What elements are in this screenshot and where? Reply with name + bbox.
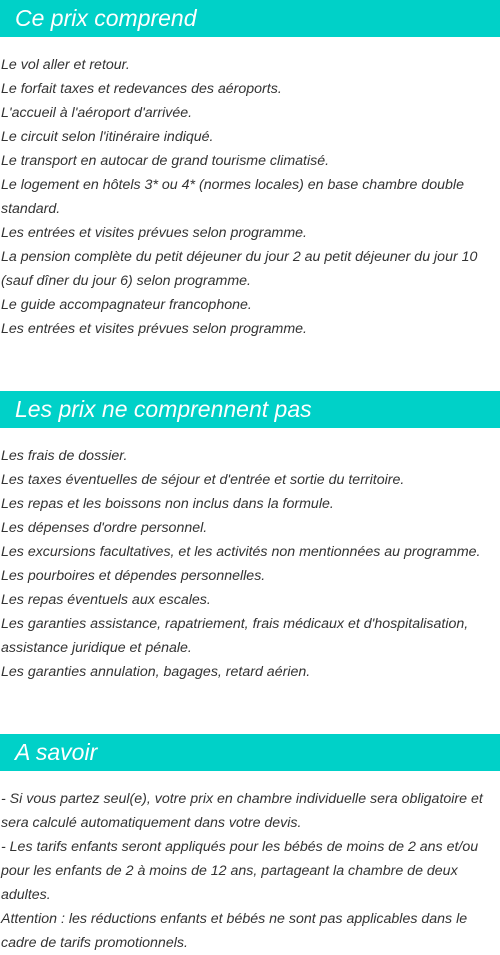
list-item: Les pourboires et dépendes personnelles. (1, 568, 266, 584)
list-item: La pension complète du petit déjeuner du jour 2 au petit déjeuner du jour 10 (sauf dîner du jour 6) selon programme. (1, 249, 478, 289)
list-item: Les frais de dossier. (1, 448, 128, 464)
list-item: Le circuit selon l'itinéraire indiqué. (1, 129, 214, 145)
section-list (0, 787, 500, 955)
list-item: Le transport en autocar de grand tourisme climatisé. (1, 153, 330, 169)
list-item: Les taxes éventuelles de séjour et d'entrée et sortie du territoire. (1, 472, 405, 488)
list-item: - Si vous partez seul(e), votre prix en chambre individuelle sera obligatoire et sera calculé automatiquement dans votre devis. (1, 791, 483, 831)
list-item: Les repas éventuels aux escales. (1, 592, 211, 608)
section-list (0, 444, 500, 684)
list-item: - Les tarifs enfants seront appliqués pour les bébés de moins de 2 ans et/ou pour les enfants de 2 à moins de 12 ans, partageant la chambre de deux adultes. (1, 839, 479, 903)
list-item: Les dépenses d'ordre personnel. (1, 520, 208, 536)
section-price-excludes (0, 391, 500, 684)
list-item: Le guide accompagnateur francophone. (1, 297, 252, 313)
list-item: L'accueil à l'aéroport d'arrivée. (1, 105, 193, 121)
section-title: Les prix ne comprennent pas (0, 391, 500, 428)
section-price-includes (0, 0, 500, 341)
list-item: Le vol aller et retour. (1, 57, 130, 73)
list-item: Les entrées et visites prévues selon programme. (1, 321, 307, 337)
list-item: Le forfait taxes et redevances des aéroports. (1, 81, 282, 97)
section-title: Ce prix comprend (0, 0, 500, 37)
section-good-to-know (0, 734, 500, 955)
list-item: Les garanties assistance, rapatriement, frais médicaux et d'hospitalisation, assistance juridique et pénale. (1, 616, 469, 656)
list-item: Les entrées et visites prévues selon programme. (1, 225, 307, 241)
list-item: Le logement en hôtels 3* ou 4* (normes locales) en base chambre double standard. (1, 177, 464, 217)
section-title: A savoir (0, 734, 500, 771)
list-item: Les repas et les boissons non inclus dans la formule. (1, 496, 334, 512)
list-item: Les garanties annulation, bagages, retard aérien. (1, 664, 311, 680)
section-list (0, 53, 500, 341)
list-item: Attention : les réductions enfants et bébés ne sont pas applicables dans le cadre de tarifs promotionnels. (1, 911, 468, 951)
list-item: Les excursions facultatives, et les activités non mentionnées au programme. (1, 544, 481, 560)
